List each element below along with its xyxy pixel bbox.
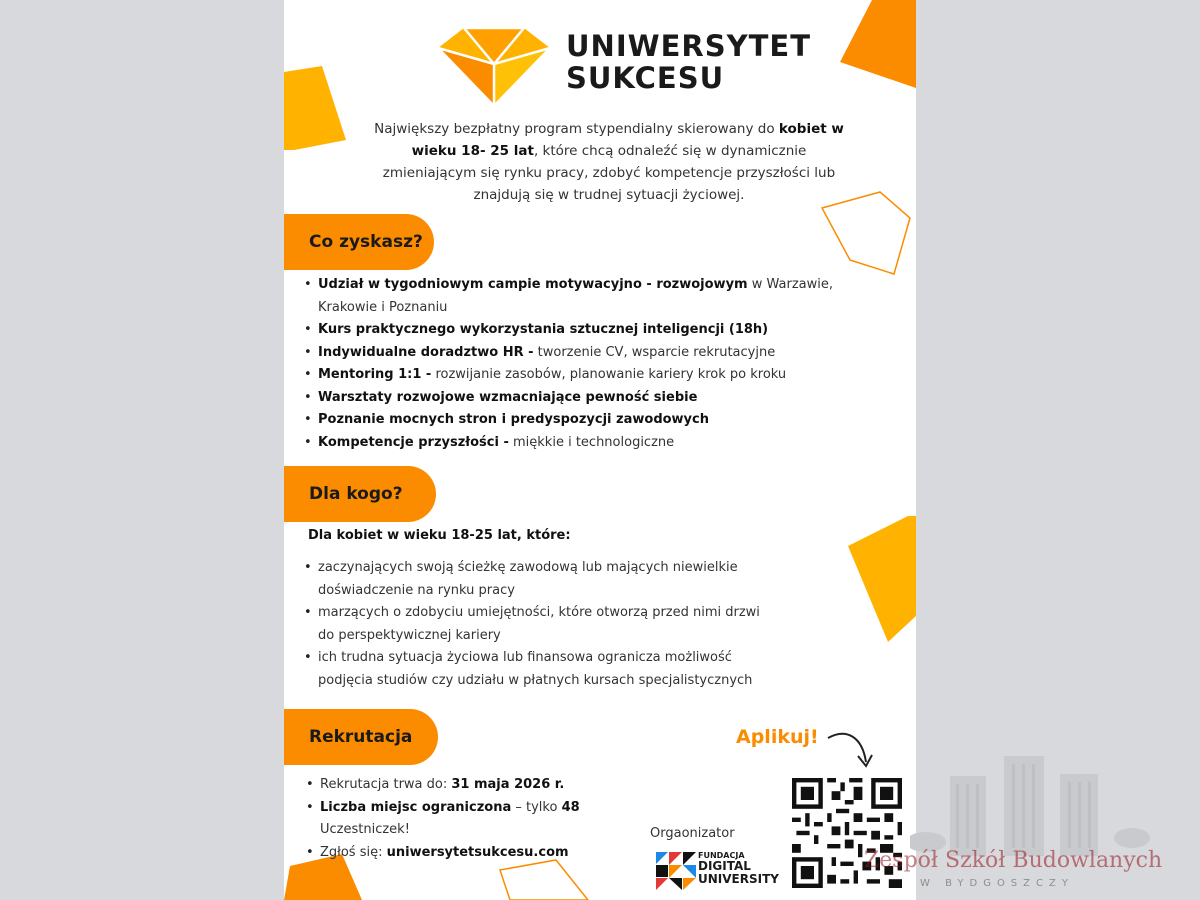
recruitment-list — [306, 774, 666, 864]
website-link[interactable]: uniwersytetsukcesu.com — [386, 844, 569, 860]
digital-university-name: FUNDACJA DIGITAL UNIVERSITY — [698, 851, 779, 886]
watermark-title: Zespół Szkół Budowlanych — [864, 848, 1163, 873]
list-item: • zaczynających swoją ścieżkę zawodową lub mających niewielkie doświadczenie na rynku pracy — [304, 557, 774, 602]
apply-cta[interactable]: Aplikuj! — [736, 726, 819, 748]
list-item: • Udział w tygodniowym campie motywacyjno - rozwojowym w Warzawie, Krakowie i Poznaniu — [304, 274, 884, 319]
list-item: • Poznanie mocnych stron i predyspozycji zawodowych — [304, 409, 884, 432]
benefits-list — [304, 274, 884, 454]
list-item: • Zgłoś się: uniwersytetsukcesu.com — [306, 842, 666, 865]
intro-text: Największy bezpłatny program stypendialny skierowany do kobiet w wieku 18- 25 lat, które chcą odnaleźć się w dynamicznie zmieniającym się rynku pracy, zdobyć kompetencje przyszłości lub znajdują się w trudnej sytuacji życiowej. — [374, 121, 844, 203]
organizer-label: Orgaonizator — [650, 826, 735, 841]
list-item: • Kompetencje przyszłości - miękkie i technologiczne — [304, 432, 884, 455]
digital-university-logo-icon — [656, 852, 696, 890]
list-item: • Liczba miejsc ograniczona – tylko 48 Uczestniczek! — [306, 797, 666, 842]
school-watermark — [850, 756, 1200, 900]
poster — [284, 0, 916, 900]
audience-subheading: Dla kobiet w wieku 18-25 lat, które: — [308, 528, 571, 543]
audience-list — [304, 557, 774, 692]
list-item: • marzących o zdobyciu umiejętności, które otworzą przed nimi drzwi do perspektywicznej kariery — [304, 602, 774, 647]
buildings-logo-icon — [910, 756, 1150, 856]
list-item: • Warsztaty rozwojowe wzmacniające pewność siebie — [304, 387, 884, 410]
section-heading-recruitment: Rekrutacja — [284, 709, 438, 765]
decor-shape-top-left — [284, 60, 354, 150]
decor-shape-mid-right — [848, 516, 916, 646]
section-heading-audience: Dla kogo? — [284, 466, 436, 522]
list-item: • Indywidualne doradztwo HR - tworzenie CV, wsparcie rekrutacyjne — [304, 342, 884, 365]
brand-title: UNIWERSYTET SUKCESU — [566, 29, 811, 95]
decor-shape-top-right — [840, 0, 916, 92]
section-heading-benefits: Co zyskasz? — [284, 214, 434, 270]
list-item: • Rekrutacja trwa do: 31 maja 2026 r. — [306, 774, 666, 797]
watermark-subtitle: W BYDGOSZCZY — [920, 878, 1074, 889]
list-item: • Mentoring 1:1 - rozwijanie zasobów, planowanie kariery krok po kroku — [304, 364, 884, 387]
list-item: • ich trudna sytuacja życiowa lub finansowa ogranicza możliwość podjęcia studiów czy udziału w płatnych kursach specjalistycznych — [304, 647, 774, 692]
logo-icon — [436, 26, 552, 108]
list-item: • Kurs praktycznego wykorzystania sztucznej inteligencji (18h) — [304, 319, 884, 342]
